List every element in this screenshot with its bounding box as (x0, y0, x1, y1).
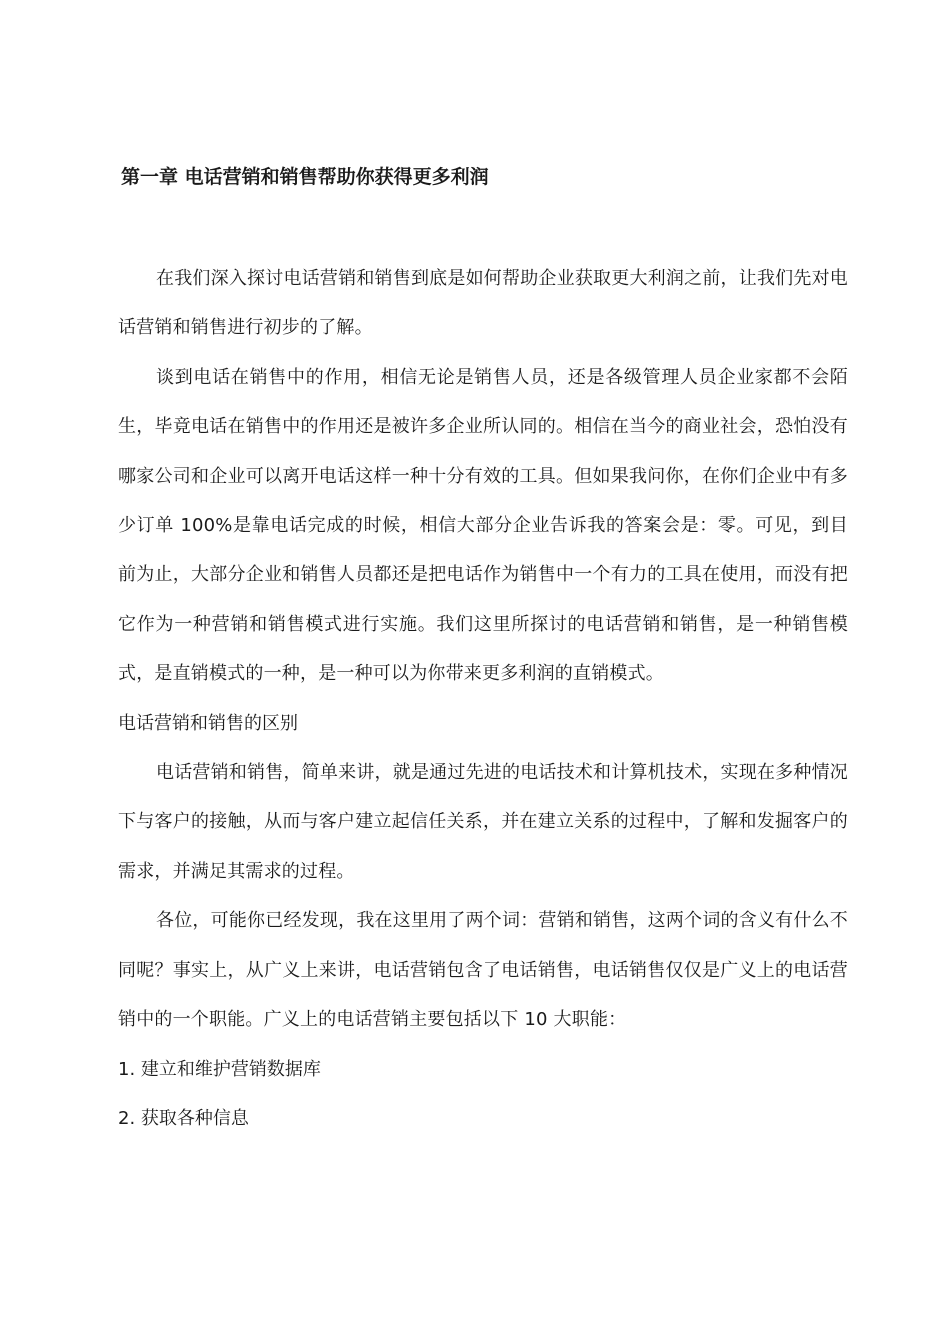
paragraph-definition: 电话营销和销售，简单来讲，就是通过先进的电话技术和计算机技术，实现在多种情况下与客户的接触，从而与客户建立起信任关系，并在建立关系的过程中，了解和发掘客户的需求，并满足其需求的过程。 (118, 762, 848, 882)
document-body (118, 254, 848, 1143)
list-item-1: 1. 建立和维护营销数据库 (118, 1058, 321, 1080)
list-item-2: 2. 获取各种信息 (118, 1107, 249, 1129)
section-subheading: 电话营销和销售的区别 (118, 712, 298, 734)
paragraph-intro: 在我们深入探讨电话营销和销售到底是如何帮助企业获取更大利润之前，让我们先对电话营销和销售进行初步的了解。 (118, 268, 848, 339)
paragraph-phone-role: 谈到电话在销售中的作用，相信无论是销售人员，还是各级管理人员企业家都不会陌生，毕竟电话在销售中的作用还是被许多企业所认同的。相信在当今的商业社会，恐怕没有哪家公司和企业可以离开电话这样一种十分有效的工具。但如果我问你，在你们企业中有多少订单 100%是靠电话完成的时候，相信大部分企业告诉我的答案会是：零。可见，到目前为止，大部分企业和销售人员都还是把电话作为销售中一个有力的工具在使用，而没有把它作为一种营销和销售模式进行实施。我们这里所探讨的电话营销和销售，是一种销售模式，是直销模式的一种，是一种可以为你带来更多利润的直销模式。 (118, 366, 848, 685)
chapter-title: 第一章 电话营销和销售帮助你获得更多利润 (121, 166, 489, 188)
paragraph-marketing-vs-sales: 各位，可能你已经发现，我在这里用了两个词：营销和销售，这两个词的含义有什么不同呢？事实上，从广义上来讲，电话营销包含了电话销售，电话销售仅仅是广义上的电话营销中的一个职能。广义上的电话营销主要包括以下 10 大职能： (118, 910, 848, 1031)
